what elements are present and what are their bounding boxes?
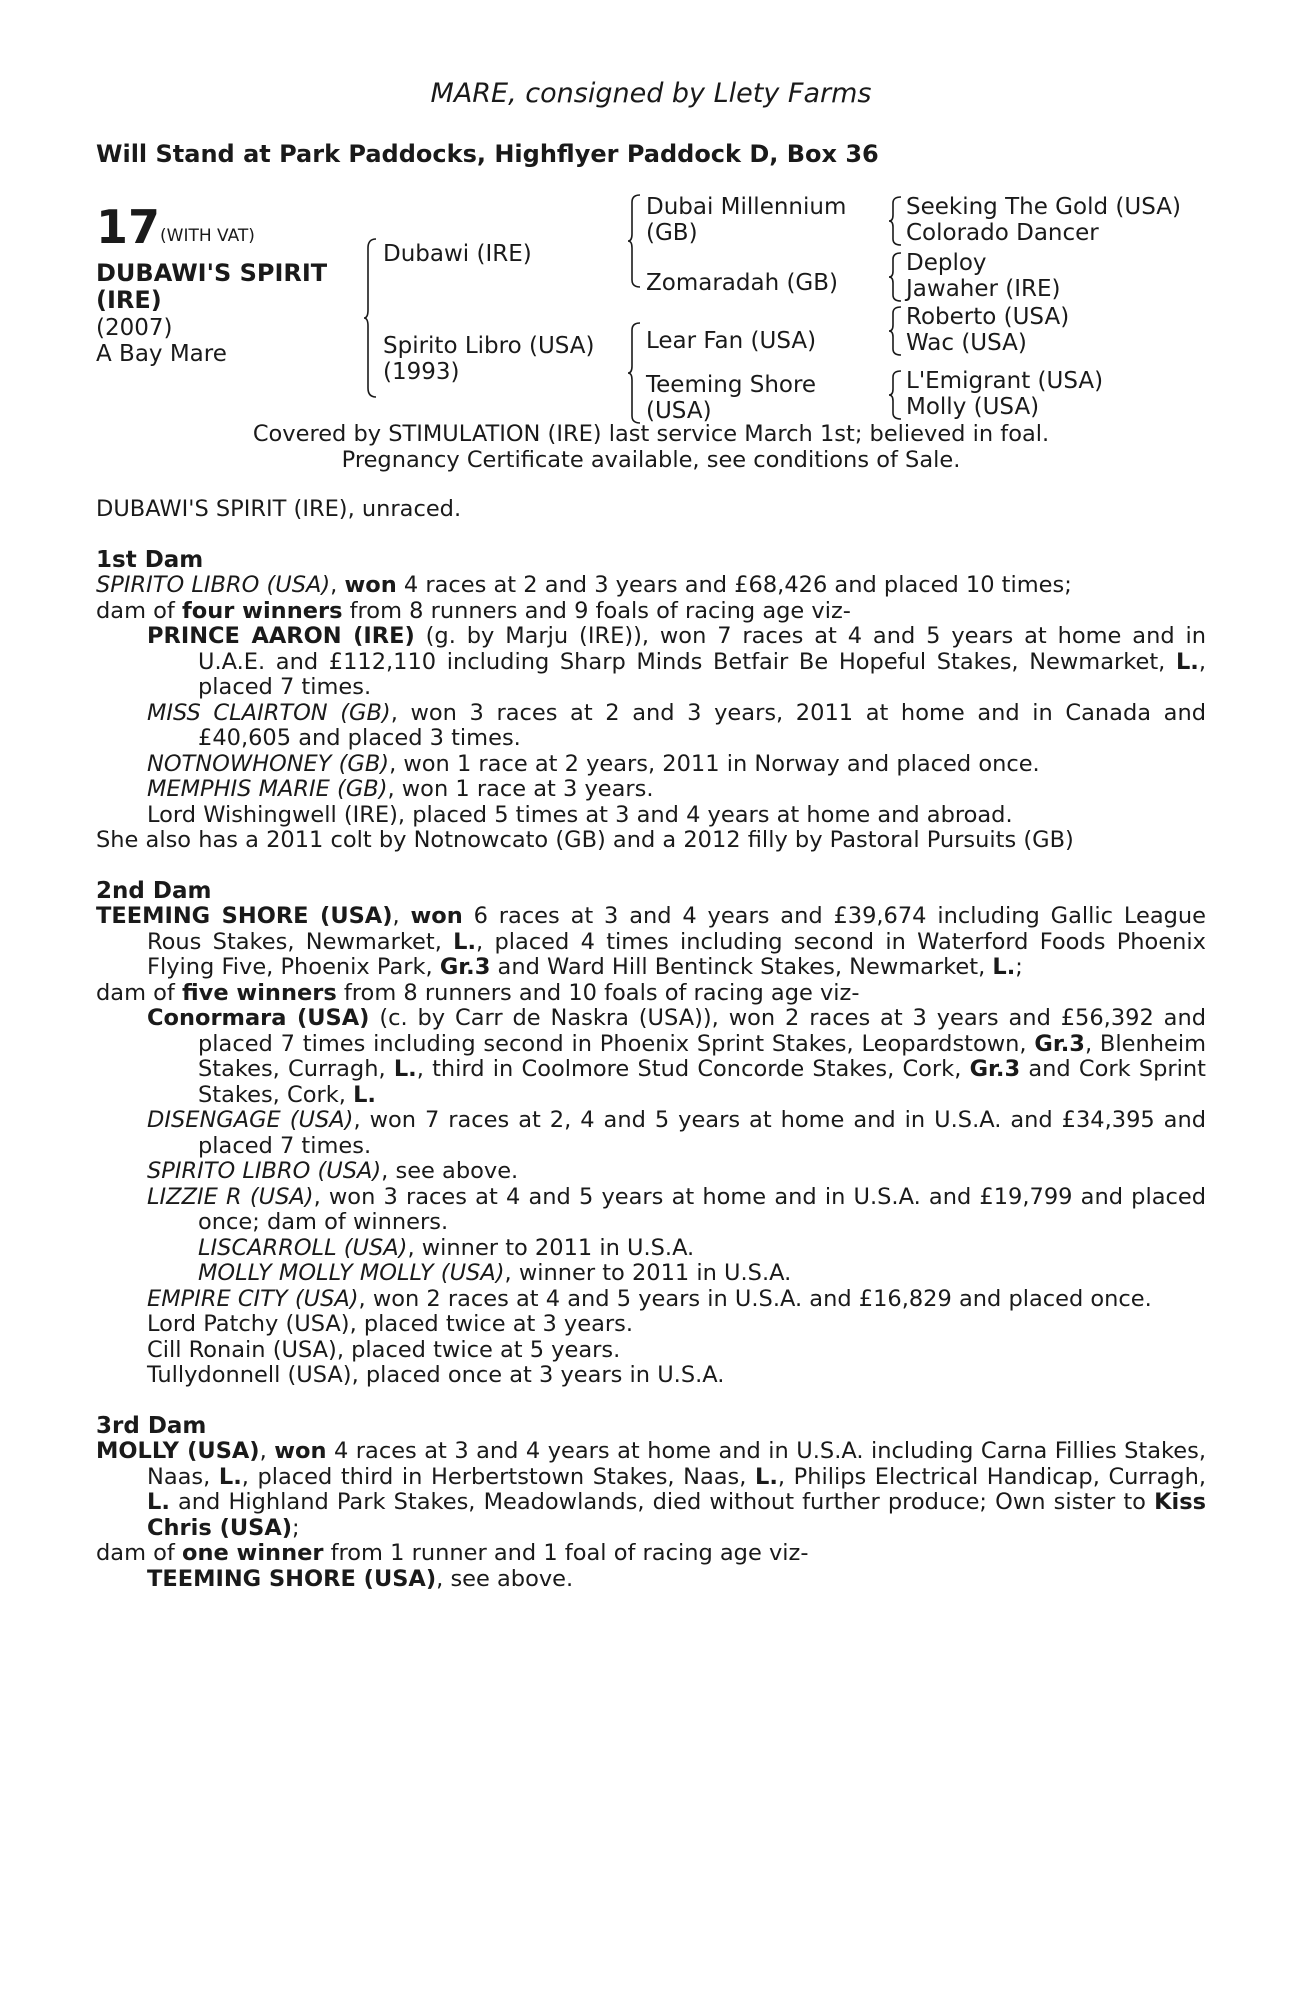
listed-marker: L. <box>353 1081 376 1108</box>
produce-text: , won 7 races at 2, 4 and 5 years at home and in U.S.A. and £34,395 and placed 7 times. <box>198 1107 1207 1159</box>
won-label: won <box>274 1438 327 1464</box>
record-text: and Ward Hill Bentinck Stakes, Newmarket, <box>490 954 993 980</box>
second-dam-produce-summary <box>96 981 1206 1007</box>
list-item: Cill Ronain (USA), placed twice at 5 years. <box>147 1336 621 1363</box>
g3-brace-3 <box>889 306 903 356</box>
listed-marker: L. <box>755 1463 778 1490</box>
first-dam-text: 4 races at 2 and 3 years and £68,426 and placed 10 times; <box>396 572 1072 598</box>
sire-dam-sire: Deploy <box>906 250 987 276</box>
sire-dam-dam: Jawaher (IRE) <box>906 276 1061 302</box>
stand-location: Will Stand at Park Paddocks, Highflyer Paddock D, Box 36 <box>96 140 879 168</box>
produce-text: , placed 7 times. <box>198 648 1206 700</box>
produce-name: DISENGAGE (USA) <box>147 1107 354 1133</box>
produce-text: , won 1 race at 2 years, 2011 in Norway and placed once. <box>389 750 1040 777</box>
listed-marker: L. <box>147 1489 170 1515</box>
produce-name: Conormara (USA) <box>147 1005 370 1031</box>
produce-name: TEEMING SHORE (USA) <box>147 1565 437 1592</box>
record-text: , placed third in Herbertstown Stakes, Naas, <box>241 1463 756 1490</box>
listed-marker: L. <box>992 954 1016 980</box>
list-item <box>96 1108 1206 1159</box>
sire-dam: Zomaradah (GB) <box>646 270 839 296</box>
third-dam-heading: 3rd Dam <box>96 1412 207 1439</box>
produce-name: PRINCE AARON (IRE) <box>147 623 415 649</box>
winners-count: one winner <box>181 1540 324 1566</box>
sire-sire-dam: Colorado Dancer <box>906 220 1099 246</box>
produce-text: (c. by Carr de Naskra (USA)), won 2 races at 3 years and £56,392 and placed 7 times including second in Phoenix Sprint Stakes, Leopardstown, <box>198 1005 1206 1057</box>
produce-text: and Cork Sprint Stakes, Cork, <box>198 1056 1206 1108</box>
vat-note: (WITH VAT) <box>160 226 255 246</box>
covering-note <box>96 421 1206 473</box>
list-item <box>96 1567 1206 1593</box>
pedigree-block <box>96 194 1206 428</box>
intro-line: DUBAWI'S SPIRIT (IRE), unraced. <box>96 496 462 522</box>
list-item <box>96 1287 1206 1313</box>
produce-name: NOTNOWHONEY (GB) <box>147 750 390 777</box>
dam-dam-line2: (USA) <box>646 398 712 424</box>
produce-text: , third in Coolmore Stud Concorde Stakes, Cork, <box>416 1056 970 1082</box>
produce-name: MOLLY MOLLY MOLLY (USA) <box>198 1260 505 1286</box>
g3-brace-4 <box>889 370 903 420</box>
first-dam-name: SPIRITO LIBRO (USA) <box>96 572 331 598</box>
dam-of-prefix: dam of <box>96 1540 182 1566</box>
second-dam-record: TEEMING SHORE (USA), won 6 races at 3 and 4 years and £39,674 including Gallic League Rous Stakes, Newmarket, L., placed 4 times including second in Waterford Foods Phoenix Flying Five, Phoenix Park, Gr.3 and Ward Hill Bentinck Stakes, Newmarket, L.; <box>96 903 1206 980</box>
dam-of-suffix: from 8 runners and 9 foals of racing age viz- <box>342 597 851 624</box>
produce-name: EMPIRE CITY (USA) <box>147 1285 359 1312</box>
group-marker: Gr.3 <box>1034 1030 1085 1057</box>
produce-text: , see above. <box>436 1565 574 1592</box>
list-item <box>96 1159 1206 1185</box>
dam-of-prefix: dam of <box>96 597 182 624</box>
won-label: won <box>344 572 397 598</box>
dam-of-suffix: from 1 runner and 1 foal of racing age viz- <box>323 1540 809 1566</box>
third-dam-produce-summary <box>96 1541 1206 1567</box>
produce-name: LIZZIE R (USA) <box>147 1183 314 1210</box>
produce-text: , winner to 2011 in U.S.A. <box>504 1260 792 1286</box>
covering-line: Covered by STIMULATION (IRE) last service March 1st; believed in foal. <box>252 421 1050 447</box>
winners-count: five winners <box>181 979 337 1006</box>
record-text: 4 races at 3 and 4 years at home and in U.S.A. including Carna Fillies Stakes, Naas, <box>147 1438 1206 1490</box>
produce-text: (g. by Marju (IRE)), won 7 races at 4 and 5 years at home and in U.A.E. and £112,110 including Sharp Minds Betfair Be Hopeful Stakes, Newmarket, <box>198 623 1207 675</box>
produce-text: , see above. <box>381 1158 519 1184</box>
sire-name: Dubawi (IRE) <box>383 241 532 267</box>
listed-marker: L. <box>453 928 477 955</box>
dam-name-line1: Spirito Libro (USA) <box>383 333 595 359</box>
record-text: and Highland Park Stakes, Meadowlands, died without further produce; Own sister to <box>169 1489 1155 1515</box>
third-dam-record: MOLLY (USA), won 4 races at 3 and 4 years at home and in U.S.A. including Carna Fillies Stakes, Naas, L., placed third in Herbertstown Stakes, Naas, L., Philips Electrical Handicap, Curragh, L. and Highland Park Stakes, Meadowlands, died without further produce; Own sister to Kiss Chris (USA); <box>96 1438 1206 1541</box>
list-item <box>96 1185 1206 1236</box>
horse-description: A Bay Mare <box>96 341 227 367</box>
dam-parents-brace <box>628 322 642 424</box>
sire-sire-line2: (GB) <box>646 220 698 246</box>
record-text: ; <box>292 1514 300 1541</box>
sire-parents-brace <box>628 194 642 288</box>
record-text: ; <box>1015 954 1023 980</box>
list-item <box>96 752 1206 778</box>
sire-sire-line1: Dubai Millennium <box>646 194 847 220</box>
record-text: , Philips Electrical Handicap, Curragh, <box>777 1463 1206 1490</box>
won-label: won <box>410 903 463 929</box>
produce-name: SPIRITO LIBRO (USA) <box>147 1158 382 1184</box>
list-item <box>96 1006 1206 1108</box>
sister-name: Kiss Chris (USA) <box>147 1489 1206 1541</box>
winners-count: four winners <box>181 597 343 624</box>
horse-name <box>96 260 346 314</box>
third-dam-name: MOLLY (USA) <box>96 1438 260 1464</box>
dam-dam-line1: Teeming Shore <box>646 372 817 398</box>
lot-number: 17 <box>96 200 161 254</box>
produce-text: , winner to 2011 in U.S.A. <box>407 1234 695 1261</box>
dam-sire-sire: Roberto (USA) <box>906 304 1070 330</box>
dam-of-suffix: from 8 runners and 10 foals of racing age viz- <box>336 979 860 1006</box>
produce-name: MEMPHIS MARIE (GB) <box>147 776 388 802</box>
second-dam-name: TEEMING SHORE (USA) <box>96 903 393 929</box>
dam-sire-dam: Wac (USA) <box>906 330 1027 356</box>
dam-dam-sire: L'Emigrant (USA) <box>906 368 1104 394</box>
horse-name-line2: (IRE) <box>96 286 162 314</box>
also-note: She also has a 2011 colt by Notnowcato (GB) and a 2012 filly by Pastoral Pursuits (GB) <box>96 827 1074 853</box>
list-item: Lord Wishingwell (IRE), placed 5 times at 3 and 4 years at home and abroad. <box>147 801 1013 828</box>
list-item <box>96 701 1206 752</box>
first-dam-heading: 1st Dam <box>96 546 204 573</box>
list-item: Lord Patchy (USA), placed twice at 3 years. <box>147 1311 633 1337</box>
consignment-line: MARE, consigned by Llety Farms <box>430 78 872 109</box>
group-marker: Gr.3 <box>439 954 491 980</box>
g3-brace-1 <box>889 196 903 246</box>
first-dam-produce-summary <box>96 599 1206 625</box>
produce-text: , won 3 races at 2 and 3 years, 2011 at home and in Canada and £40,605 and placed 3 times. <box>198 699 1206 751</box>
list-item <box>96 777 1206 803</box>
group-marker: Gr.3 <box>969 1056 1021 1082</box>
grandproduce-item <box>96 1236 1206 1262</box>
produce-record <box>96 497 1206 1592</box>
dam-name-line2: (1993) <box>383 359 460 385</box>
produce-text: , Blenheim Stakes, Curragh, <box>198 1030 1206 1082</box>
sire-dam-brace <box>364 238 378 398</box>
dam-dam-dam: Molly (USA) <box>906 394 1040 420</box>
horse-name-line1: DUBAWI'S SPIRIT <box>96 259 328 287</box>
produce-text: , won 1 race at 3 years. <box>387 776 654 802</box>
sire-sire-sire: Seeking The Gold (USA) <box>906 194 1181 220</box>
second-dam-heading: 2nd Dam <box>96 877 212 904</box>
produce-text: , won 2 races at 4 and 5 years in U.S.A. and £16,829 and placed once. <box>358 1285 1152 1312</box>
list-item: Tullydonnell (USA), placed once at 3 years in U.S.A. <box>147 1362 725 1388</box>
produce-name: LISCARROLL (USA) <box>198 1234 408 1261</box>
listed-marker: L. <box>218 1463 242 1490</box>
produce-text: , won 3 races at 4 and 5 years at home and in U.S.A. and £19,799 and placed once; dam of winners. <box>198 1183 1206 1235</box>
pregnancy-line: Pregnancy Certificate available, see conditions of Sale. <box>341 447 961 473</box>
record-text: , placed 4 times including second in Waterford Foods Phoenix Flying Five, Phoenix Park, <box>147 928 1206 980</box>
dam-of-prefix: dam of <box>96 979 182 1006</box>
produce-name: MISS CLAIRTON (GB) <box>147 699 391 726</box>
foaling-year: (2007) <box>96 315 173 341</box>
g3-brace-2 <box>889 252 903 302</box>
listed-marker: L. <box>1175 648 1199 675</box>
record-text: 6 races at 3 and 4 years and £39,674 including Gallic League Rous Stakes, Newmarket, <box>147 903 1206 955</box>
listed-marker: L. <box>393 1056 417 1082</box>
first-dam-record: SPIRITO LIBRO (USA), won 4 races at 2 and 3 years and £68,426 and placed 10 times; <box>96 572 1072 598</box>
grandproduce-item <box>96 1261 1206 1287</box>
dam-sire: Lear Fan (USA) <box>646 328 817 354</box>
list-item <box>96 624 1206 701</box>
